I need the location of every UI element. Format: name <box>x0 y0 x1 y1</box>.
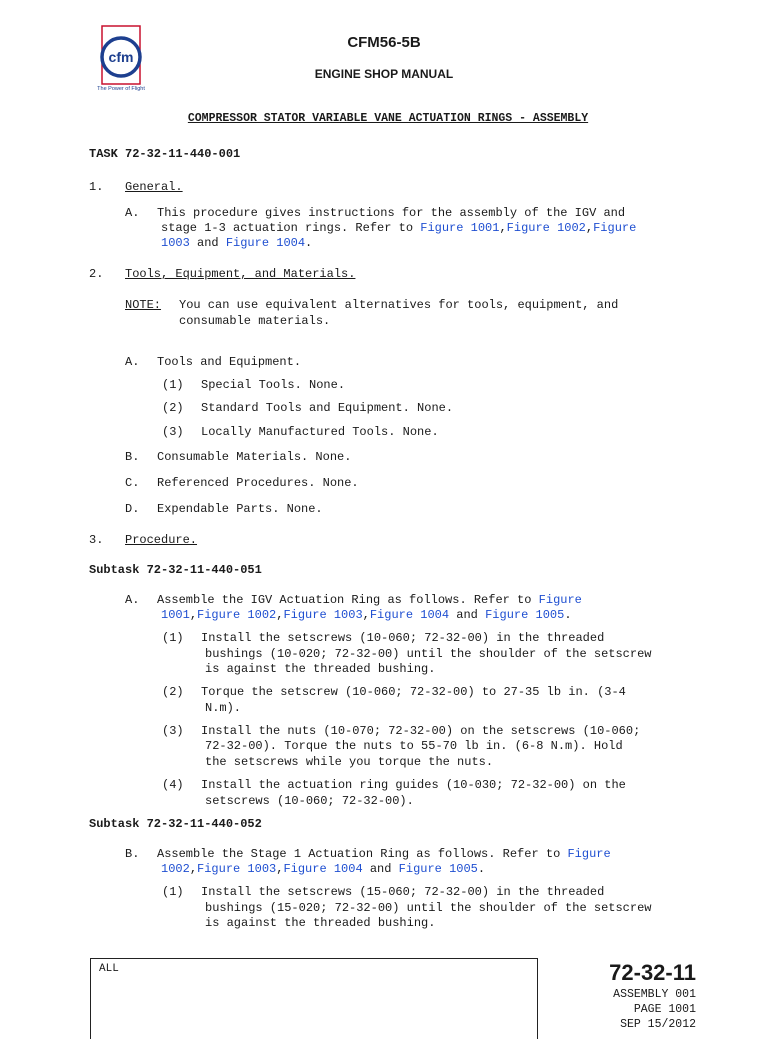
item-1a-line1: This procedure gives instructions for the assembly of the IGV and <box>157 206 626 220</box>
item-2c-letter: C. <box>125 476 140 490</box>
item-3b1-number: (1) <box>162 885 184 899</box>
item-1a-letter: A. <box>125 206 140 220</box>
effectivity-text: ALL <box>99 963 119 975</box>
item-3a3-line2: 72-32-00). Torque the nuts to 55-70 lb in. (6-8 N.m). Hold <box>205 739 623 753</box>
item-3a2-line1: Torque the setscrew (10-060; 72-32-00) to 27-35 lb in. (3-4 <box>201 685 626 699</box>
figure-1003-link-part2[interactable]: 1003 <box>161 236 190 250</box>
item-2a2-text: Standard Tools and Equipment. None. <box>201 401 454 415</box>
section-1-title: General. <box>125 180 183 194</box>
item-3b1-line1: Install the setscrews (15-060; 72-32-00) in the threaded <box>201 885 605 899</box>
item-3b-line2: 1002,Figure 1003,Figure 1004 and Figure 1005. <box>161 862 486 876</box>
item-3a4-line1: Install the actuation ring guides (10-030; 72-32-00) on the <box>201 778 626 792</box>
figure-1005-link-b[interactable]: Figure 1005 <box>398 862 478 876</box>
item-3a-line1: Assemble the IGV Actuation Ring as follows. Refer to Figure <box>157 593 582 607</box>
subtask-051: Subtask 72-32-11-440-051 <box>89 563 262 577</box>
figure-1001-link-a-part2[interactable]: 1001 <box>161 608 190 622</box>
item-3a2-number: (2) <box>162 685 184 699</box>
item-3a4-number: (4) <box>162 778 184 792</box>
section-3-number: 3. <box>89 533 104 547</box>
note-line1: You can use equivalent alternatives for tools, equipment, and <box>179 298 619 312</box>
item-2a3-number: (3) <box>162 425 184 439</box>
item-3a-letter: A. <box>125 593 140 607</box>
item-3a1-line1: Install the setscrews (10-060; 72-32-00) in the threaded <box>201 631 605 645</box>
item-2a1-text: Special Tools. None. <box>201 378 346 392</box>
item-3b-line1: Assemble the Stage 1 Actuation Ring as follows. Refer to Figure <box>157 847 611 861</box>
item-2a-text: Tools and Equipment. <box>157 355 302 369</box>
item-3a1-line3: is against the threaded bushing. <box>205 662 436 676</box>
revision-date: SEP 15/2012 <box>620 1018 696 1031</box>
item-2a-letter: A. <box>125 355 140 369</box>
task-number: TASK 72-32-11-440-001 <box>89 147 241 161</box>
figure-1002-link-a[interactable]: Figure 1002 <box>197 608 277 622</box>
subtask-052: Subtask 72-32-11-440-052 <box>89 817 262 831</box>
figure-1005-link-a[interactable]: Figure 1005 <box>485 608 565 622</box>
assembly-label: ASSEMBLY 001 <box>613 988 696 1001</box>
item-1a-line2: stage 1-3 actuation rings. Refer to Figure 1001,Figure 1002,Figure <box>161 221 637 235</box>
item-2b-text: Consumable Materials. None. <box>157 450 352 464</box>
item-2d-text: Expendable Parts. None. <box>157 502 323 516</box>
item-2c-text: Referenced Procedures. None. <box>157 476 359 490</box>
manual-title: ENGINE SHOP MANUAL <box>314 67 454 81</box>
figure-1003-link-b[interactable]: Figure 1003 <box>197 862 277 876</box>
document-title: COMPRESSOR STATOR VARIABLE VANE ACTUATION RINGS - ASSEMBLY <box>187 112 589 125</box>
item-3a3-number: (3) <box>162 724 184 738</box>
figure-1003-link-a[interactable]: Figure 1003 <box>283 608 363 622</box>
item-3a3-line1: Install the nuts (10-070; 72-32-00) on the setscrews (10-060; <box>201 724 641 738</box>
figure-1001-link[interactable]: Figure 1001 <box>420 221 500 235</box>
note-label: NOTE: <box>125 298 162 312</box>
figure-1004-link-b[interactable]: Figure 1004 <box>283 862 363 876</box>
effectivity-box <box>90 958 538 1039</box>
section-2-title: Tools, Equipment, and Materials. <box>125 267 356 281</box>
section-3-title: Procedure. <box>125 533 198 547</box>
note-line2: consumable materials. <box>179 314 331 328</box>
item-2a1-number: (1) <box>162 378 184 392</box>
item-2b-letter: B. <box>125 450 140 464</box>
logo-text: cfm <box>108 49 134 65</box>
item-2d-letter: D. <box>125 502 140 516</box>
figure-1002-link-b-part1[interactable]: Figure <box>567 847 611 861</box>
logo-tagline: The Power of Flight <box>97 86 145 92</box>
item-3b-letter: B. <box>125 847 140 861</box>
item-3b1-line3: is against the threaded bushing. <box>205 916 436 930</box>
item-3a4-line2: setscrews (10-060; 72-32-00). <box>205 794 414 808</box>
figure-1004-link-a[interactable]: Figure 1004 <box>369 608 450 622</box>
figure-1002-link-b-part2[interactable]: 1002 <box>161 862 190 876</box>
item-3b1-line2: bushings (15-020; 72-32-00) until the shoulder of the setscrew <box>205 901 652 915</box>
page-block-number: 72-32-11 <box>609 960 696 985</box>
figure-1001-link-a-part1[interactable]: Figure <box>538 593 582 607</box>
item-2a3-text: Locally Manufactured Tools. None. <box>201 425 439 439</box>
section-2-number: 2. <box>89 267 104 281</box>
figure-1002-link[interactable]: Figure 1002 <box>506 221 586 235</box>
item-1a-line3: 1003 and Figure 1004. <box>161 236 313 250</box>
item-3a1-number: (1) <box>162 631 184 645</box>
item-2a2-number: (2) <box>162 401 184 415</box>
item-3a-line2: 1001,Figure 1002,Figure 1003,Figure 1004 and Figure 1005. <box>161 608 572 622</box>
section-1-number: 1. <box>89 180 104 194</box>
item-3a2-line2: N.m). <box>205 701 242 715</box>
figure-1003-link-part1[interactable]: Figure <box>593 221 637 235</box>
engine-title: CFM56-5B <box>347 34 421 51</box>
item-3a3-line3: the setscrews while you torque the nuts. <box>205 755 494 769</box>
item-3a1-line2: bushings (10-020; 72-32-00) until the shoulder of the setscrew <box>205 647 652 661</box>
page-label: PAGE 1001 <box>633 1003 696 1016</box>
figure-1004-link[interactable]: Figure 1004 <box>225 236 306 250</box>
